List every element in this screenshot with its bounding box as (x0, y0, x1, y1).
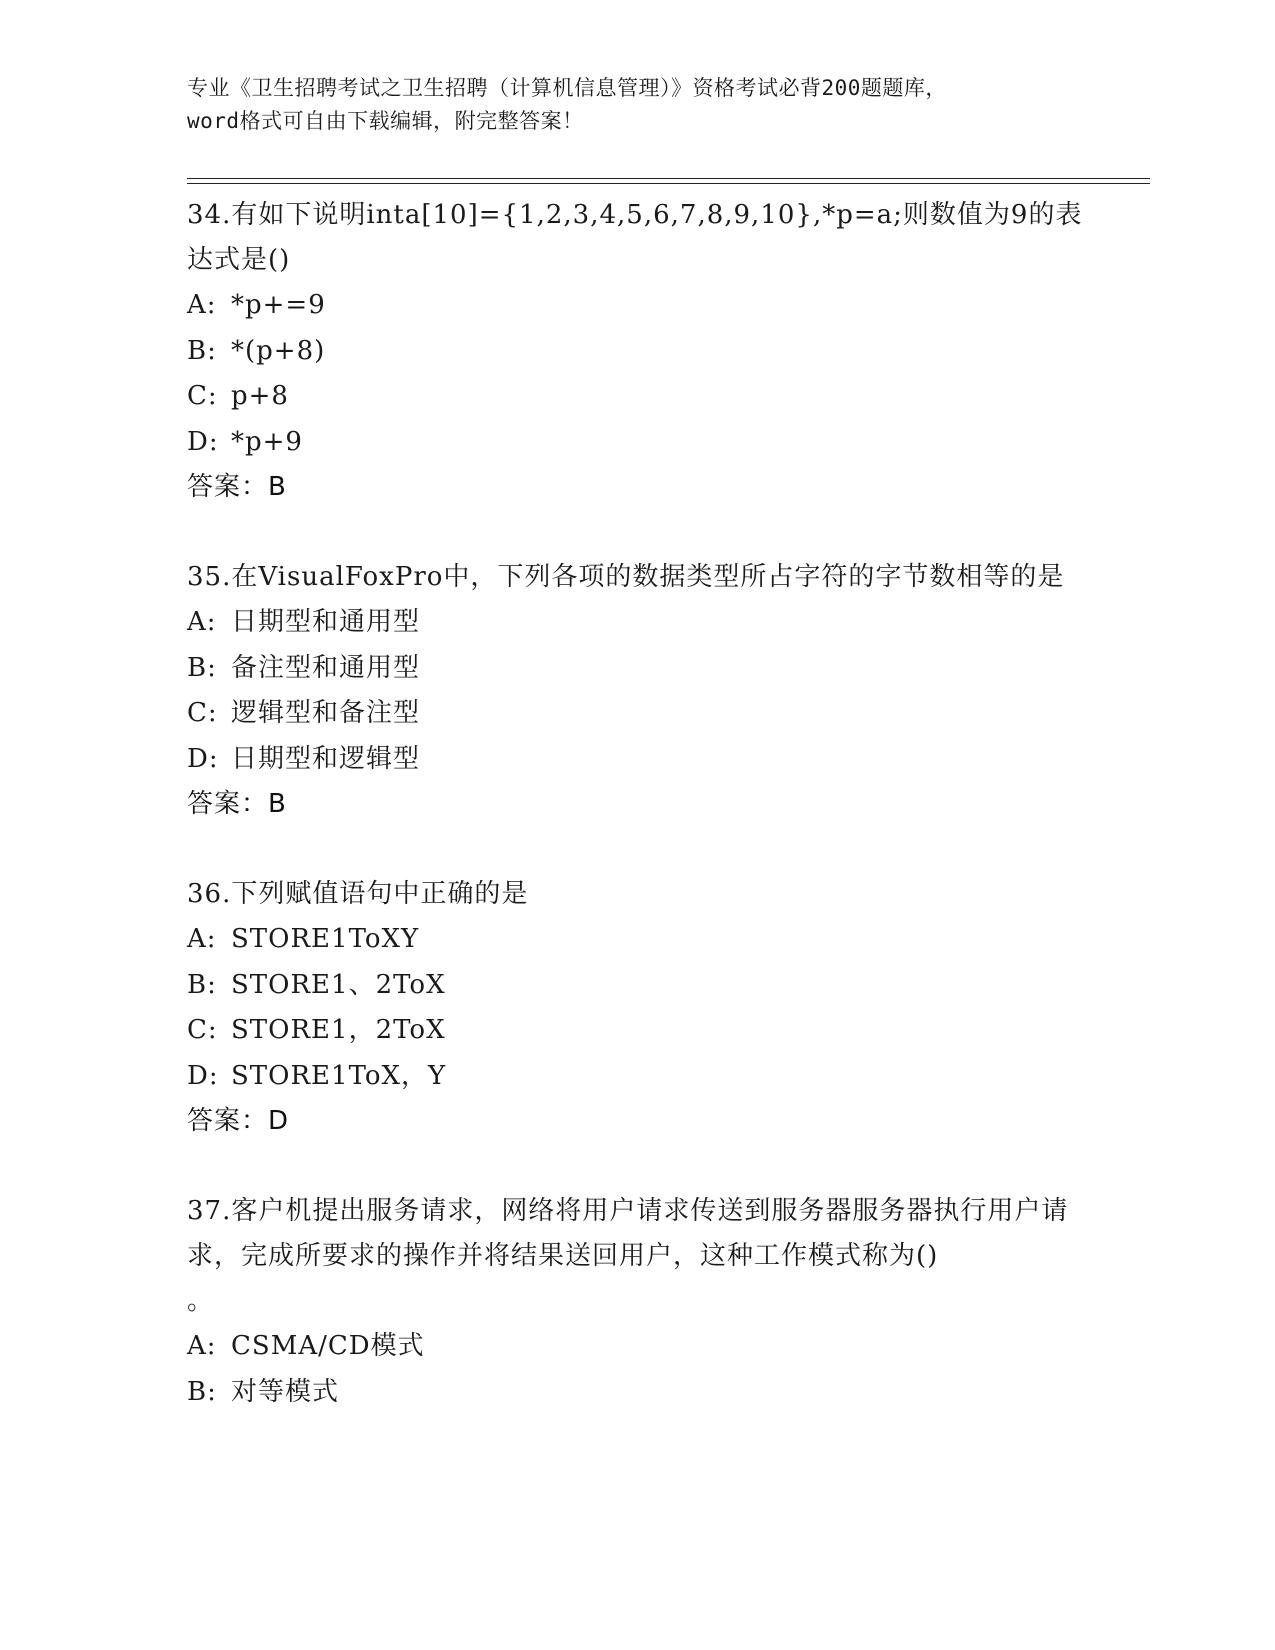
option-text: 逻辑型和备注型 (231, 698, 421, 728)
question-text: 35.在VisualFoxPro中，下列各项的数据类型所占字符的字节数相等的是 (187, 562, 1065, 592)
option-letter: C: (187, 1015, 218, 1045)
option-letter: B: (187, 652, 217, 683)
option-a (187, 1324, 1087, 1370)
option-text: STORE1ToX，Y (231, 1060, 447, 1091)
option-a (187, 283, 1087, 329)
option-letter: D: (187, 1060, 219, 1091)
question-37 (187, 1189, 1087, 1415)
question-text: 34.有如下说明inta[10]={1,2,3,4,5,6,7,8,9,10},*p=a;则数值为9的表达式是() (187, 200, 1083, 275)
option-d (187, 737, 1087, 783)
option-b (187, 963, 1087, 1009)
question-spacer (187, 1144, 1087, 1189)
question-spacer (187, 827, 1087, 872)
question-spacer (187, 510, 1087, 555)
option-letter: A: (187, 607, 217, 637)
option-b (187, 646, 1087, 692)
option-letter: A: (187, 1331, 217, 1361)
option-text: *p+9 (231, 426, 303, 457)
question-text: 37.客户机提出服务请求，网络将用户请求传送到服务器服务器执行用户请求，完成所要求的操作并将结果送回用户，这种工作模式称为() (187, 1196, 1069, 1271)
question-list (187, 193, 1087, 1415)
question-36 (187, 872, 1087, 1144)
option-letter: D: (187, 426, 219, 457)
option-text: 备注型和通用型 (231, 652, 421, 683)
option-letter: D: (187, 743, 219, 774)
option-text: 日期型和通用型 (231, 607, 421, 637)
option-text: p+8 (231, 381, 289, 411)
option-c (187, 1008, 1087, 1054)
option-text: *p+=9 (231, 290, 326, 320)
question-35 (187, 555, 1087, 827)
option-d (187, 1054, 1087, 1100)
question-text: 36.下列赋值语句中正确的是 (187, 879, 529, 909)
option-text: STORE1ToXY (231, 924, 420, 954)
option-d (187, 420, 1087, 466)
header-divider-bottom (187, 183, 1150, 184)
option-a (187, 600, 1087, 646)
option-text: CSMA/CD模式 (231, 1331, 425, 1361)
answer-line: 答案：B (187, 789, 287, 819)
answer-line: 答案：D (187, 1106, 290, 1136)
option-letter: C: (187, 381, 218, 411)
option-text: STORE1、2ToX (231, 969, 446, 1000)
option-text: 对等模式 (231, 1376, 340, 1407)
option-letter: A: (187, 924, 217, 954)
option-letter: B: (187, 335, 217, 366)
question-34 (187, 193, 1087, 510)
option-text: *(p+8) (231, 335, 326, 366)
option-c (187, 691, 1087, 737)
document-header (187, 72, 1087, 138)
header-line-1: 专业《卫生招聘考试之卫生招聘（计算机信息管理）》资格考试必背200题题库， (187, 76, 947, 100)
header-divider-top (187, 178, 1150, 179)
option-text: STORE1，2ToX (231, 1015, 446, 1045)
option-letter: A: (187, 290, 217, 320)
question-text-tail: 。 (187, 1286, 214, 1316)
option-text: 日期型和逻辑型 (231, 743, 421, 774)
option-letter: B: (187, 969, 217, 1000)
option-letter: B: (187, 1376, 217, 1407)
option-a (187, 917, 1087, 963)
option-letter: C: (187, 698, 218, 728)
option-b (187, 329, 1087, 375)
option-c (187, 374, 1087, 420)
option-b (187, 1370, 1087, 1416)
header-line-2: word格式可自由下载编辑，附完整答案！ (187, 109, 584, 133)
answer-line: 答案：B (187, 472, 287, 502)
